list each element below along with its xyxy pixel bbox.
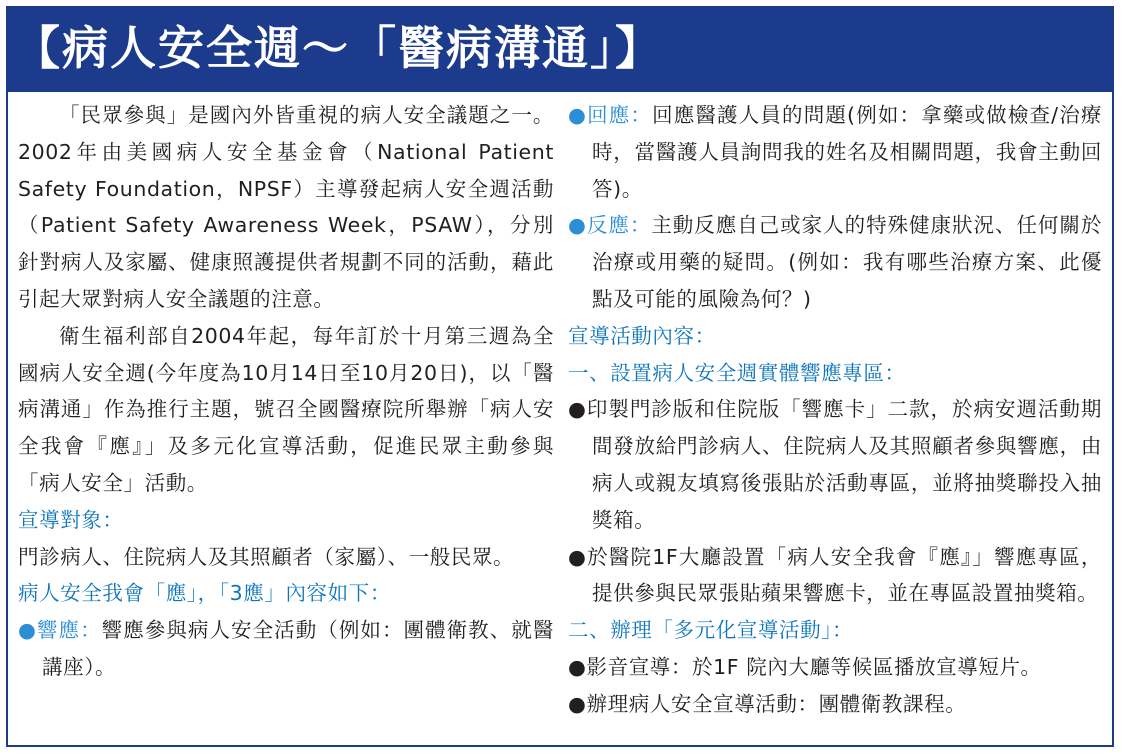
response-item-xiang — [18, 612, 554, 686]
bullet-dot-icon: ● — [568, 691, 587, 716]
left-column — [18, 97, 554, 686]
list-item — [568, 686, 1102, 723]
list-item-text: 辦理病人安全宣導活動：團體衛教課程。 — [586, 691, 967, 716]
section2-heading: 二、辦理「多元化宣導活動」： — [568, 618, 854, 643]
response-item-hui — [568, 97, 1102, 207]
bullet-dot-icon: ● — [568, 103, 588, 127]
response-text: 主動反應自己或家人的特殊健康狀況、任何關於治療或用藥的疑問。(例如：我有哪些治療方案、此優點及可能的風險為何？) — [592, 213, 1102, 311]
bullet-dot-icon: ● — [568, 654, 587, 679]
list-item-text: 印製門診版和住院版「響應卡」二款，於病安週活動期間發放給門診病人、住院病人及其照顧者參與響應，由病人或親友填寫後張貼於活動專區，並將抽獎聯投入抽獎箱。 — [586, 397, 1102, 532]
response-item-fan — [568, 207, 1102, 317]
list-item-text: 影音宣導：於1F 院內大廳等候區播放宣導短片。 — [586, 654, 1042, 679]
page-title: 【病人安全週～「醫病溝通」】 — [14, 21, 663, 75]
response-label: 回應： — [587, 103, 653, 127]
activity-heading: 宣導活動內容： — [568, 323, 716, 348]
bullet-dot-icon: ● — [568, 213, 587, 238]
response-label: 反應： — [586, 213, 652, 238]
target-heading: 宣導對象： — [18, 507, 124, 532]
intro-paragraph: 「民眾參與」是國內外皆重視的病人安全議題之一。2002年由美國病人安全基金會（National Patient Safety Foundation，NPSF）主導發起病人安全週活動（Patient Safety Awareness Week，PSAW），分別針對病人及家屬、健康照護提供者規劃不同的活動，藉此引起大眾對病人安全議題的注意。 — [18, 103, 554, 311]
list-item — [568, 391, 1102, 538]
bullet-dot-icon: ● — [568, 397, 587, 422]
bullet-dot-icon: ● — [568, 544, 588, 569]
section1-heading: 一、設置病人安全週實體響應專區： — [568, 360, 906, 385]
right-column — [568, 97, 1102, 723]
target-text: 門診病人、住院病人及其照顧者（家屬）、一般民眾。 — [18, 544, 515, 569]
three-responses-heading: 病人安全我會「應」，「3應」內容如下： — [18, 581, 391, 606]
list-item-text: 於醫院1F大廳設置「病人安全我會『應』」響應專區，提供參與民眾張貼蘋果響應卡，並在專區設置抽獎箱。 — [587, 544, 1102, 606]
list-item — [568, 649, 1102, 686]
mohw-paragraph: 衛生福利部自2004年起，每年訂於十月第三週為全國病人安全週(今年度為10月14日至10月20日)，以「醫病溝通」作為推行主題，號召全國醫療院所舉辦「病人安全我會『應』」及多元化宣導活動，促進民眾主動參與「病人安全」活動。 — [18, 323, 554, 495]
title-banner — [8, 8, 1112, 92]
bullet-dot-icon: ● — [18, 618, 37, 643]
response-text: 響應參與病人安全活動（例如：團體衛教、就醫講座）。 — [42, 618, 554, 679]
list-item — [568, 539, 1102, 613]
response-text: 回應醫護人員的問題(例如：拿藥或做檢查/治療時，當醫護人員詢問我的姓名及相關問題，我會主動回答)。 — [592, 103, 1102, 201]
response-label: 響應： — [36, 618, 102, 643]
